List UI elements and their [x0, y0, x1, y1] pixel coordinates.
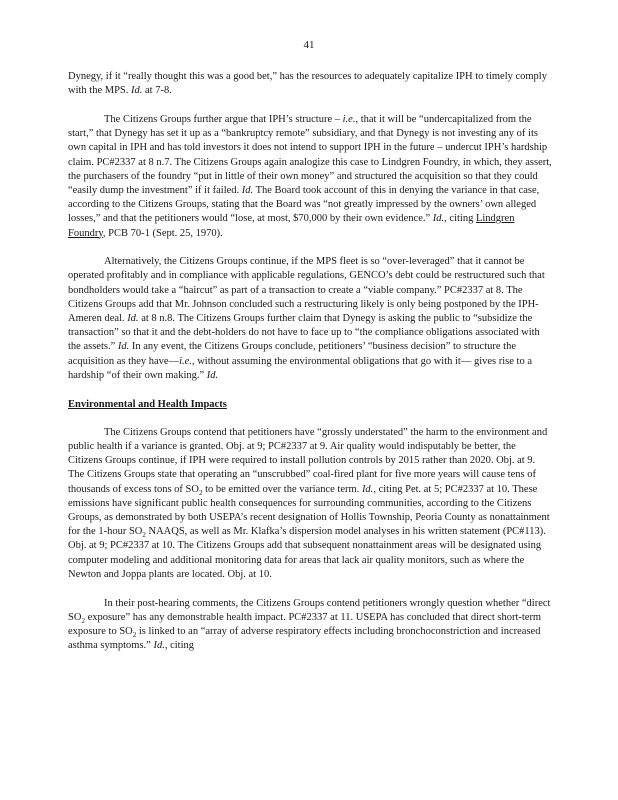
text-run: In their post-hearing comments, the Citizens Groups contend petitioners wrongly question whether “direct SO — [68, 597, 551, 623]
text-run: In any event, the Citizens Groups conclude, petitioners’ “business decision” to structure the acquisition as they have— — [68, 341, 516, 367]
text-run: , citing — [164, 640, 194, 652]
paragraph-2 — [68, 113, 552, 241]
text-run: , that it will be “undercapitalized from the start,” that Dynegy has set it up as a “bankruptcy remote” subsidiary, and that Dynegy is not investing any of its own capital in IPH and has told investors it does not intend to support IPH in the future – undercut IPH’s hardship claim. PC#2337 at 8 n.7. The Citizens Groups again analogize this case to Lindgren Foundry, in which, they assert, the purchasers of the foundry “put in little of their own money” and structured the acquisition so that they could “easily dump the investment” if it failed. — [68, 113, 552, 196]
case-name: Lindgren Foundry — [68, 213, 515, 239]
text-run: , citing Pet. at 5; PC#2337 at 10. These emissions have significant public health consequences for surrounding communities, according to the Citizens Groups, as demonstrated by both USEPA’s recent designation of Hollis Township, Peoria County as nonattainment for the 1-hour SO — [68, 483, 550, 538]
text-run: at 8 n.8. The Citizens Groups further claim that Dynegy is asking the public to “subsidize the transaction” so that it and the debt-holders do not have to face up to “the compliance obligations associated with the assets.” — [68, 313, 540, 353]
document-body — [68, 70, 552, 668]
text-run: Alternatively, the Citizens Groups continue, if the MPS fleet is so “over-leveraged” that it cannot be operated profitably and in compliance with applicable regulations, GENCO’s debt could be restructured such that bondholders would take a “haircut” as part of a transaction to create a “viable company.” PC#2337 at 8. The Citizens Groups add that Mr. Johnson concluded such a restructuring likely is only being postponed by the IPH-Ameren deal. — [68, 256, 545, 325]
citation-id: Id. — [241, 184, 254, 196]
citation-id: Id. — [206, 369, 219, 381]
subscript: 2 — [198, 488, 203, 497]
text-run: NAAQS, as well as Mr. Klafka’s dispersion model analyses in his written statement (PC#113). Obj. at 9; PC#2337 at 10. The Citizens Groups add that subsequent nonattainment areas will be designated using computer modeling and additional monitoring data for areas that lack air quality monitors, such as where the Newton and Joppa plants are located. Obj. at 10. — [68, 526, 546, 580]
subscript: 2 — [142, 531, 146, 540]
citation-id: Id. — [117, 341, 130, 353]
citation-id: Id. — [432, 213, 445, 225]
section-heading: Environmental and Health Impacts — [68, 398, 227, 410]
text-run: The Board took account of this in denying the variance in that case, according to the Citizens Groups, stating that the Board was “not greatly impressed by the owners’ own alleged losses,” and that the petitioners would “lose, at most, $70,000 by their own evidence.” — [68, 184, 540, 225]
citation-ie: i.e. — [342, 113, 356, 125]
text-run: The Citizens Groups further argue that IPH’s structure – — [104, 113, 343, 125]
citation-id: Id. — [131, 85, 143, 97]
citation-ie: i.e. — [179, 355, 192, 367]
text-run: , citing — [444, 213, 476, 225]
paragraph-5 — [68, 597, 552, 654]
text-run: , without assuming the environmental obligations that go with it— gives rise to a hardship “of their own making.” — [68, 355, 532, 381]
paragraph-3 — [68, 255, 552, 383]
subscript: 2 — [81, 616, 85, 625]
text-run: is linked to an “array of adverse respiratory effects including bronchoconstriction and increased asthma symptoms.” — [68, 625, 541, 652]
citation-id: Id. — [153, 640, 165, 652]
paragraph-1 — [68, 70, 552, 98]
text-run: to be emitted over the variance term. — [202, 483, 362, 495]
citation-id: Id. — [127, 313, 139, 325]
subscript: 2 — [132, 631, 137, 639]
text-run: , PCB 70-1 (Sept. 25, 1970). — [102, 227, 223, 239]
page-number: 41 — [303, 39, 315, 51]
text-run: at 7-8. — [142, 85, 172, 97]
paragraph-4 — [68, 426, 552, 582]
text-run: exposure” has any demonstrable health impact. PC#2337 at 11. USEPA has concluded that direct short-term exposure to SO — [68, 611, 542, 637]
citation-id: Id. — [361, 483, 374, 495]
text-run: Dynegy, if it “really thought this was a good bet,” has the resources to adequately capitalize IPH to timely comply with the MPS. — [68, 71, 547, 97]
text-run: The Citizens Groups contend that petitioners have “grossly understated” the harm to the environment and public health if a variance is granted. Obj. at 9; PC#2337 at 9. Air quality would indisputably be better, the Citizens Groups continue, if IPH were required to install pollution controls by 2015 rather than 2020. Obj. at 9. The Citizens Groups state that operating an “unscrubbed” coal-fired plant for five more years will cause tens of thousands of excess tons of SO — [68, 426, 548, 495]
